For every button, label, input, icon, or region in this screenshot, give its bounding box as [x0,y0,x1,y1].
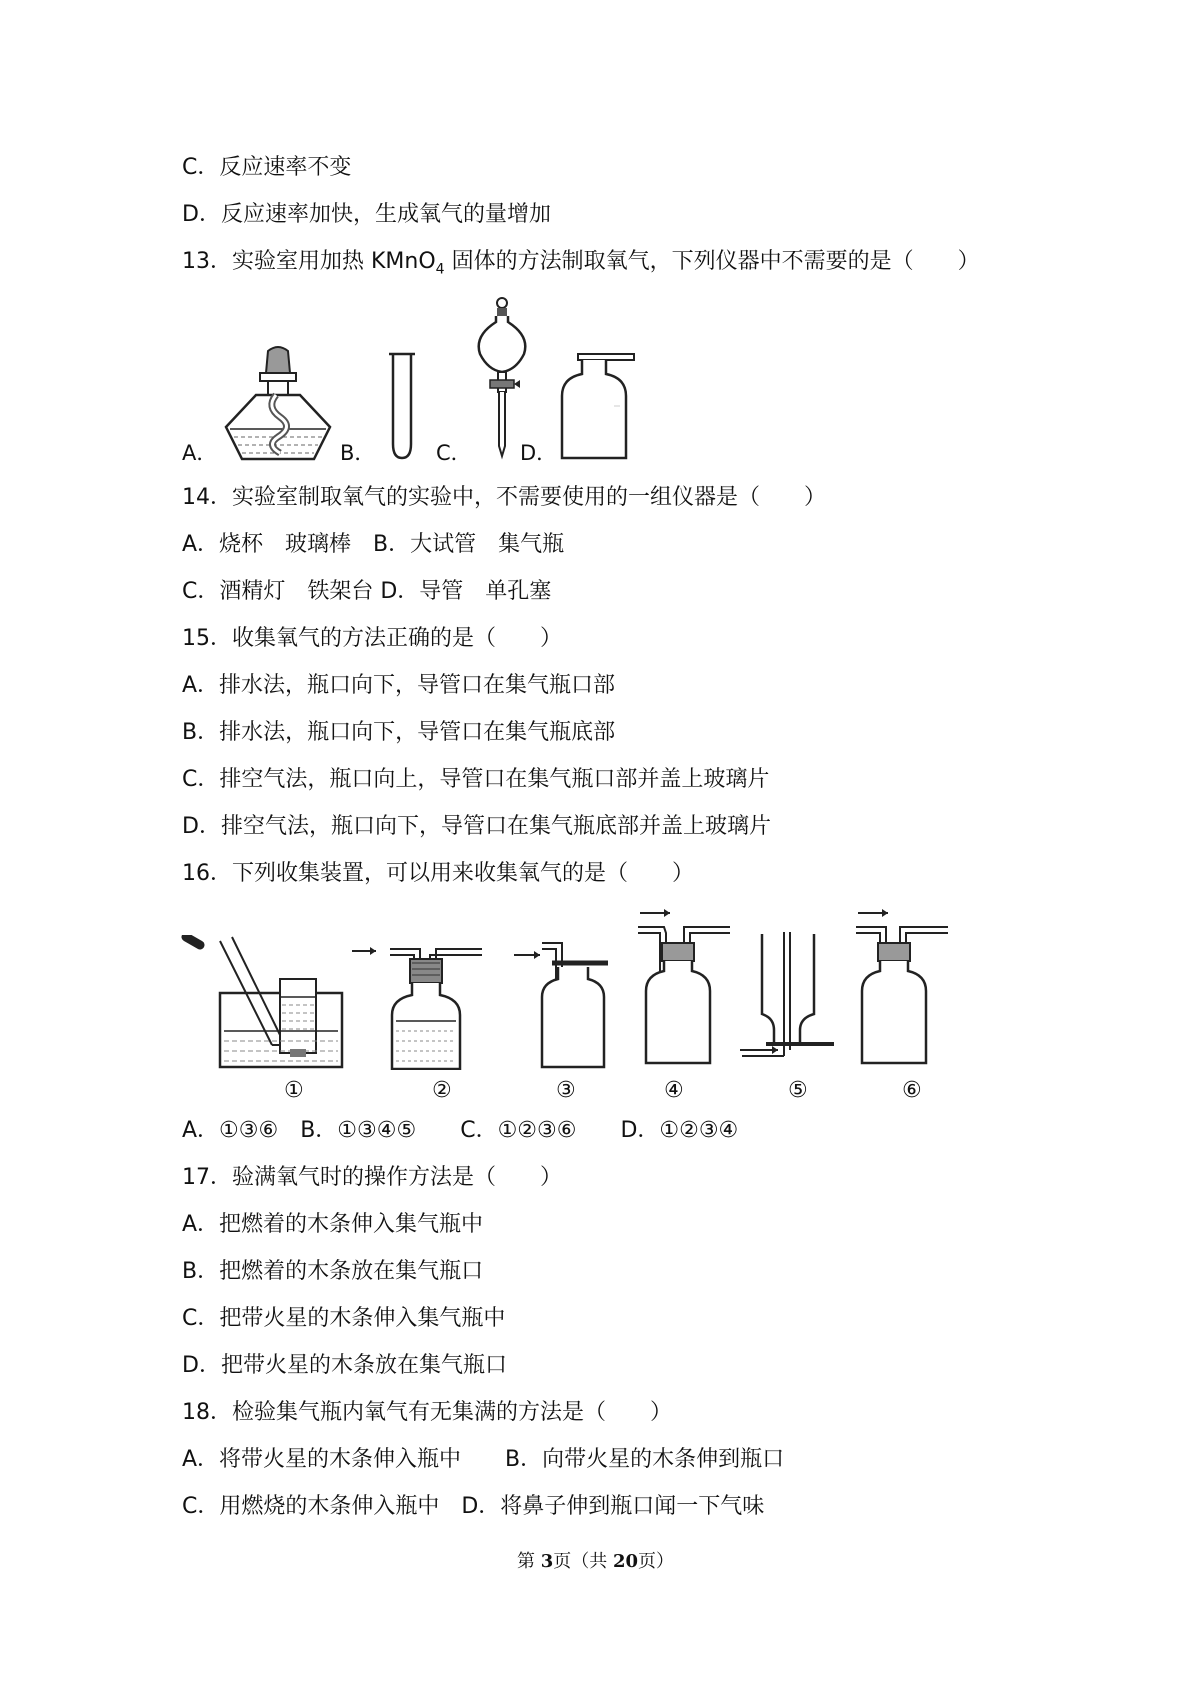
gas-bottle-apparatus-4-figure [636,905,736,1070]
apparatus-number-6: ⑥ [902,1078,922,1103]
q13-label-a: A． [182,441,218,465]
q17-option-d: D．把带火星的木条放在集气瓶口 [182,1353,507,1378]
q17-stem: 17．验满氧气时的操作方法是（ ） [182,1165,562,1190]
apparatus-number-2: ② [432,1078,452,1103]
q15-option-c: C．排空气法，瓶口向上，导管口在集气瓶口部并盖上玻璃片 [182,767,770,792]
gas-bottle-apparatus-3-figure [512,935,612,1070]
q13-stem: 13．实验室用加热 KMnO$_4$ 固体的方法制取氧气，下列仪器中不需要的是（ ） [182,249,980,278]
water-trough-apparatus-figure [180,935,350,1070]
separatory-funnel-figure [468,296,538,460]
q17-option-b: B．把燃着的木条放在集气瓶口 [182,1259,484,1284]
q16-options: A．①③⑥ B．①③④⑤ C．①②③⑥ D．①②③④ [182,1118,739,1143]
q16-stem: 16．下列收集装置，可以用来收集氧气的是（ ） [182,861,694,886]
q17-option-c: C．把带火星的木条伸入集气瓶中 [182,1306,506,1331]
apparatus-number-1: ① [284,1078,304,1103]
inverted-bottle-apparatus-5-figure [734,930,834,1070]
gas-bottle-apparatus-6-figure [852,905,952,1070]
q15-stem: 15．收集氧气的方法正确的是（ ） [182,626,562,651]
apparatus-number-4: ④ [664,1078,684,1103]
q14-stem: 14．实验室制取氧气的实验中，不需要使用的一组仪器是（ ） [182,485,826,510]
q18-options-line2: C．用燃烧的木条伸入瓶中 D．将鼻子伸到瓶口闻一下气味 [182,1494,765,1519]
q13-label-b: B． [340,441,376,465]
q18-options-line1: A．将带火星的木条伸入瓶中 B．向带火星的木条伸到瓶口 [182,1447,785,1472]
q15-option-b: B．排水法，瓶口向下，导管口在集气瓶底部 [182,720,616,745]
q17-option-a: A．把燃着的木条伸入集气瓶中 [182,1212,484,1237]
gas-bottle-figure [558,346,638,462]
wash-bottle-apparatus-2-figure [348,935,488,1070]
q13-label-d: D． [520,441,558,465]
page-number: 3 [540,1551,554,1572]
q13-label-c: C． [436,441,472,465]
page-footer: 第 3页（共 20页） [516,1551,675,1572]
q12-option-d: D．反应速率加快，生成氧气的量增加 [182,202,551,227]
q15-option-d: D．排空气法，瓶口向下，导管口在集气瓶底部并盖上玻璃片 [182,814,771,839]
apparatus-number-3: ③ [556,1078,576,1103]
test-tube-figure [385,350,419,462]
page-total: 20 [612,1551,639,1572]
apparatus-number-5: ⑤ [788,1078,808,1103]
q14-options-line1: A．烧杯 玻璃棒 B．大试管 集气瓶 [182,532,565,557]
q12-option-c: C．反应速率不变 [182,155,352,180]
alcohol-lamp-figure [218,345,336,463]
q14-options-line2: C．酒精灯 铁架台 D．导管 单孔塞 [182,579,552,604]
q15-option-a: A．排水法，瓶口向下，导管口在集气瓶口部 [182,673,616,698]
q18-stem: 18．检验集气瓶内氧气有无集满的方法是（ ） [182,1400,672,1425]
